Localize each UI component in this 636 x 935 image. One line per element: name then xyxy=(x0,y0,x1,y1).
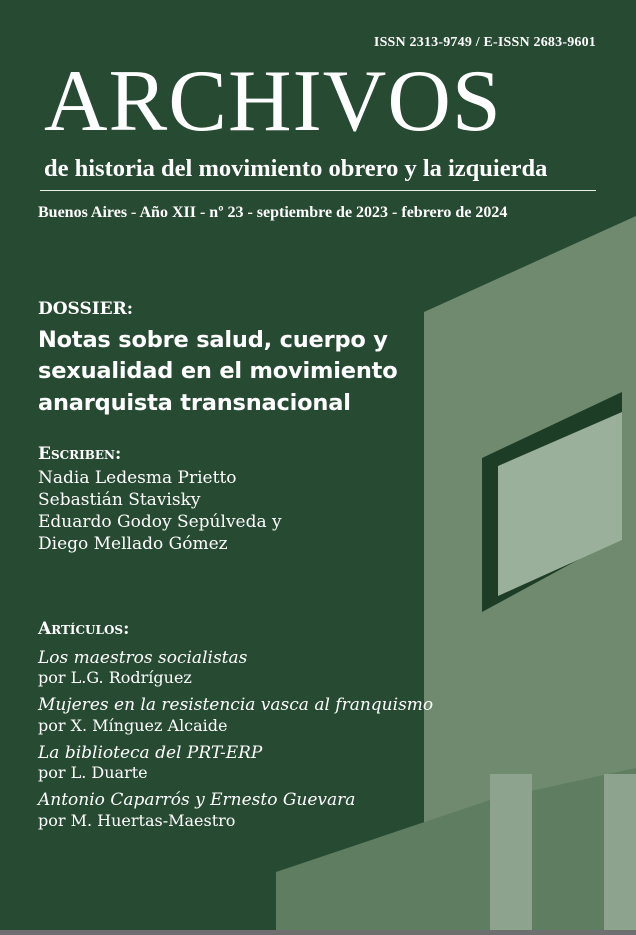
article-author: por L. Duarte xyxy=(38,763,148,783)
article-item xyxy=(38,743,458,783)
column-right xyxy=(604,774,636,930)
dossier-label: DOSSIER: xyxy=(38,299,134,319)
article-author: por X. Mínguez Alcaide xyxy=(38,715,228,735)
articulos-label: Artículos: xyxy=(38,619,130,639)
bottom-strip xyxy=(0,930,636,935)
article-author: por M. Huertas-Maestro xyxy=(38,810,236,830)
article-title: La biblioteca del PRT-ERP xyxy=(38,742,263,763)
dossier-title-line: Notas sobre salud, cuerpo y xyxy=(38,327,388,353)
article-title: Mujeres en la resistencia vasca al franquismo xyxy=(38,695,434,716)
author-name: Diego Mellado Gómez xyxy=(38,534,228,555)
journal-title: ARCHIVOS xyxy=(44,53,502,150)
dossier-authors xyxy=(38,467,398,555)
title-divider xyxy=(40,190,596,191)
dossier-title xyxy=(38,325,418,419)
article-author: por L.G. Rodríguez xyxy=(38,668,192,688)
author-name: Eduardo Godoy Sepúlveda y xyxy=(38,512,282,533)
issue-dateline: Buenos Aires - Año XII - nº 23 - septiembre de 2023 - febrero de 2024 xyxy=(38,204,508,221)
article-title: Los maestros socialistas xyxy=(38,648,248,668)
article-title: Antonio Caparrós y Ernesto Guevara xyxy=(38,790,356,811)
journal-subtitle: de historia del movimiento obrero y la izquierda xyxy=(44,155,548,182)
dossier-title-line: sexualidad en el movimiento xyxy=(38,358,398,385)
issn-text: ISSN 2313-9749 / E-ISSN 2683-9601 xyxy=(373,35,596,50)
dossier-title-line: anarquista transnacional xyxy=(38,389,351,416)
article-item xyxy=(38,648,458,688)
column-left xyxy=(490,774,532,930)
article-item xyxy=(38,790,458,830)
author-name: Sebastián Stavisky xyxy=(38,490,201,511)
articles-list xyxy=(38,648,458,831)
author-name: Nadia Ledesma Prietto xyxy=(38,468,237,488)
article-item xyxy=(38,695,458,735)
escriben-label: Escriben: xyxy=(38,444,122,464)
